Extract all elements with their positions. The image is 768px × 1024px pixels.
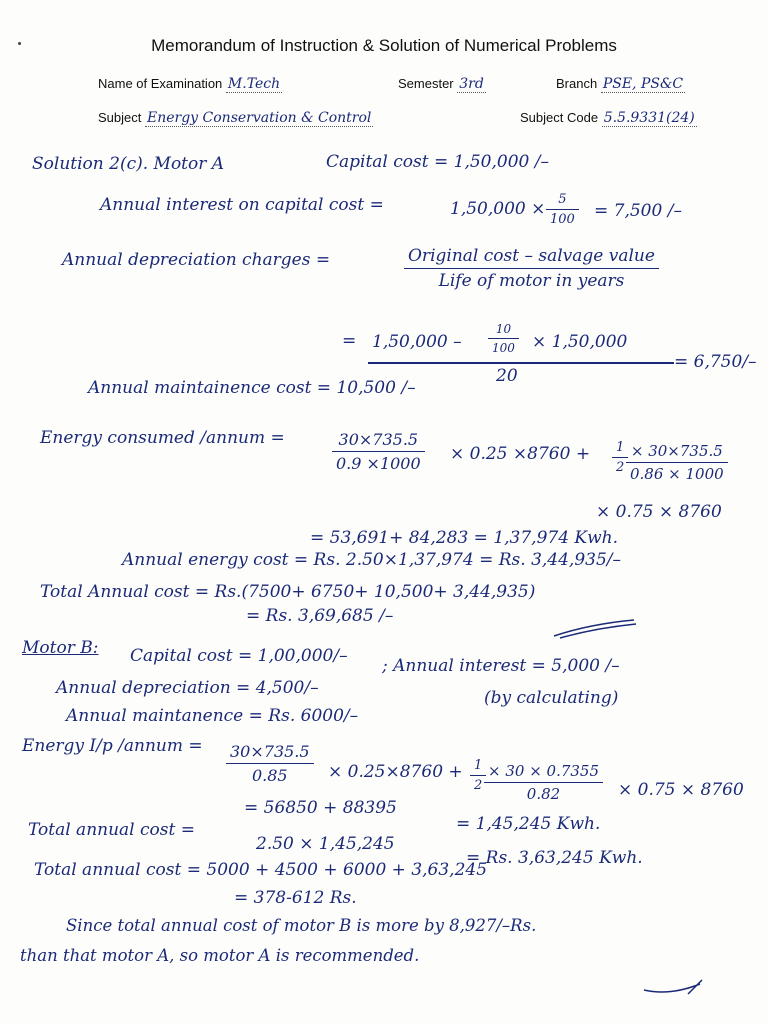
energy-f1: [332, 430, 425, 473]
interest-den: 100: [550, 212, 575, 227]
total-cost: Total Annual cost = Rs.(7500+ 6750+ 10,500+ 3,44,935): [40, 582, 536, 602]
motor-a-interest-expr: 1,50,000 ×: [450, 199, 546, 219]
conclusion-line-1: Since total annual cost of motor B is more by 8,927/–Rs.: [66, 916, 537, 935]
motor-a-heading: Solution 2(c). Motor A: [32, 154, 225, 174]
underline-mark: [550, 614, 640, 640]
code-value: 5.5.9331(24): [603, 110, 695, 126]
motor-b-total1-result: = Rs. 3,63,245 Kwh.: [466, 848, 643, 868]
motor-b-sum: = 56850 + 88395: [244, 798, 397, 818]
semester-row: [398, 76, 486, 92]
exam-value: M.Tech: [227, 76, 281, 92]
energy-f2-den: 0.86 × 1000: [630, 465, 724, 483]
energy-f2-num: × 30×735.5: [626, 442, 728, 463]
motor-b-f2-den: 0.82: [526, 785, 561, 803]
dep-small-den: 100: [492, 341, 515, 355]
dep-result: = 6,750/–: [674, 352, 757, 372]
motor-a-capital: Capital cost = 1,50,000 /–: [326, 152, 549, 172]
half-num: 1: [612, 440, 628, 458]
energy-total: = 53,691+ 84,283 = 1,37,974 Kwh.: [310, 528, 619, 548]
energy-f1-num: 30×735.5: [332, 430, 425, 452]
energy-cost: Annual energy cost = Rs. 2.50×1,37,974 = Rs. 3,44,935/–: [122, 550, 621, 570]
motor-a-dep-label: Annual depreciation charges =: [62, 250, 331, 270]
dep-calc-a: 1,50,000 –: [372, 332, 462, 352]
motor-b-energy-label: Energy I/p /annum =: [22, 736, 203, 756]
motor-b-capital: Capital cost = 1,00,000/–: [130, 646, 348, 666]
energy-tail: × 0.75 × 8760: [596, 502, 722, 522]
branch-row: [556, 76, 685, 92]
code-row: [520, 110, 697, 126]
branch-label: Branch: [556, 76, 598, 91]
subject-row: [98, 110, 373, 126]
code-label: Subject Code: [520, 110, 599, 125]
total-result: = Rs. 3,69,685 /–: [246, 606, 394, 626]
energy-f2: [626, 442, 728, 483]
conclusion-line-2: than that motor A, so motor A is recommended.: [20, 946, 420, 965]
motor-b-heading: Motor B:: [22, 638, 99, 658]
motor-b-mid: × 0.25×8760 +: [328, 762, 463, 782]
exam-label: Name of Examination: [98, 76, 223, 91]
motor-b-sum-result: = 1,45,245 Kwh.: [456, 814, 601, 834]
subject-label: Subject: [98, 110, 142, 125]
motor-b-maint: Annual maintanence = Rs. 6000/–: [66, 706, 359, 726]
motor-b-f2-num: × 30 × 0.7355: [484, 762, 603, 783]
dep-calc-den: 20: [496, 366, 518, 386]
dep-calc-bar: [368, 362, 674, 364]
dep-eq: =: [342, 331, 357, 351]
motor-b-f1-num: 30×735.5: [226, 742, 314, 764]
motor-a-interest-label: Annual interest on capital cost =: [100, 195, 384, 215]
motor-b-half-num: 1: [470, 758, 486, 776]
motor-a-dep-formula: [404, 246, 659, 291]
motor-b-f1: [226, 742, 314, 785]
motor-b-dep-note: (by calculating): [484, 688, 619, 708]
motor-b-f1-den: 0.85: [251, 766, 288, 785]
motor-b-tail: × 0.75 × 8760: [618, 780, 744, 800]
motor-b-total1-expr: 2.50 × 1,45,245: [256, 834, 395, 854]
motor-b-dep: Annual depreciation = 4,500/–: [56, 678, 319, 698]
motor-a-interest-fraction: [546, 192, 579, 227]
motor-b-interest: ; Annual interest = 5,000 /–: [382, 656, 620, 676]
dep-calc-b: × 1,50,000: [532, 332, 628, 352]
energy-f1-den: 0.9 ×1000: [336, 454, 421, 473]
motor-a-energy-label: Energy consumed /annum =: [40, 428, 285, 448]
motor-b-f2: [484, 762, 603, 803]
branch-value: PSE, PS&C: [602, 76, 684, 92]
motor-b-total2: Total annual cost = 5000 + 4500 + 6000 + 3,63,245: [34, 860, 488, 880]
interest-num: 5: [546, 192, 579, 210]
half-den: 2: [616, 460, 625, 475]
semester-label: Semester: [398, 76, 454, 91]
exam-row: [98, 76, 282, 92]
dep-small-num: 10: [488, 322, 519, 339]
semester-value: 3rd: [459, 76, 484, 92]
dep-den: Life of motor in years: [438, 271, 625, 291]
page-title: Memorandum of Instruction & Solution of Numerical Problems: [151, 36, 617, 55]
motor-b-half-den: 2: [474, 778, 483, 793]
energy-mid: × 0.25 ×8760 +: [450, 444, 591, 464]
subject-value: Energy Conservation & Control: [147, 110, 372, 126]
motor-b-total1-label: Total annual cost =: [28, 820, 195, 840]
dep-num: Original cost – salvage value: [404, 246, 659, 269]
motor-b-total2-result: = 378-612 Rs.: [234, 888, 357, 908]
dep-calc-small-fraction: [488, 322, 519, 355]
final-tick-mark: [640, 976, 720, 1000]
motor-a-interest-result: = 7,500 /–: [594, 201, 682, 221]
motor-a-maint: Annual maintainence cost = 10,500 /–: [88, 378, 416, 398]
